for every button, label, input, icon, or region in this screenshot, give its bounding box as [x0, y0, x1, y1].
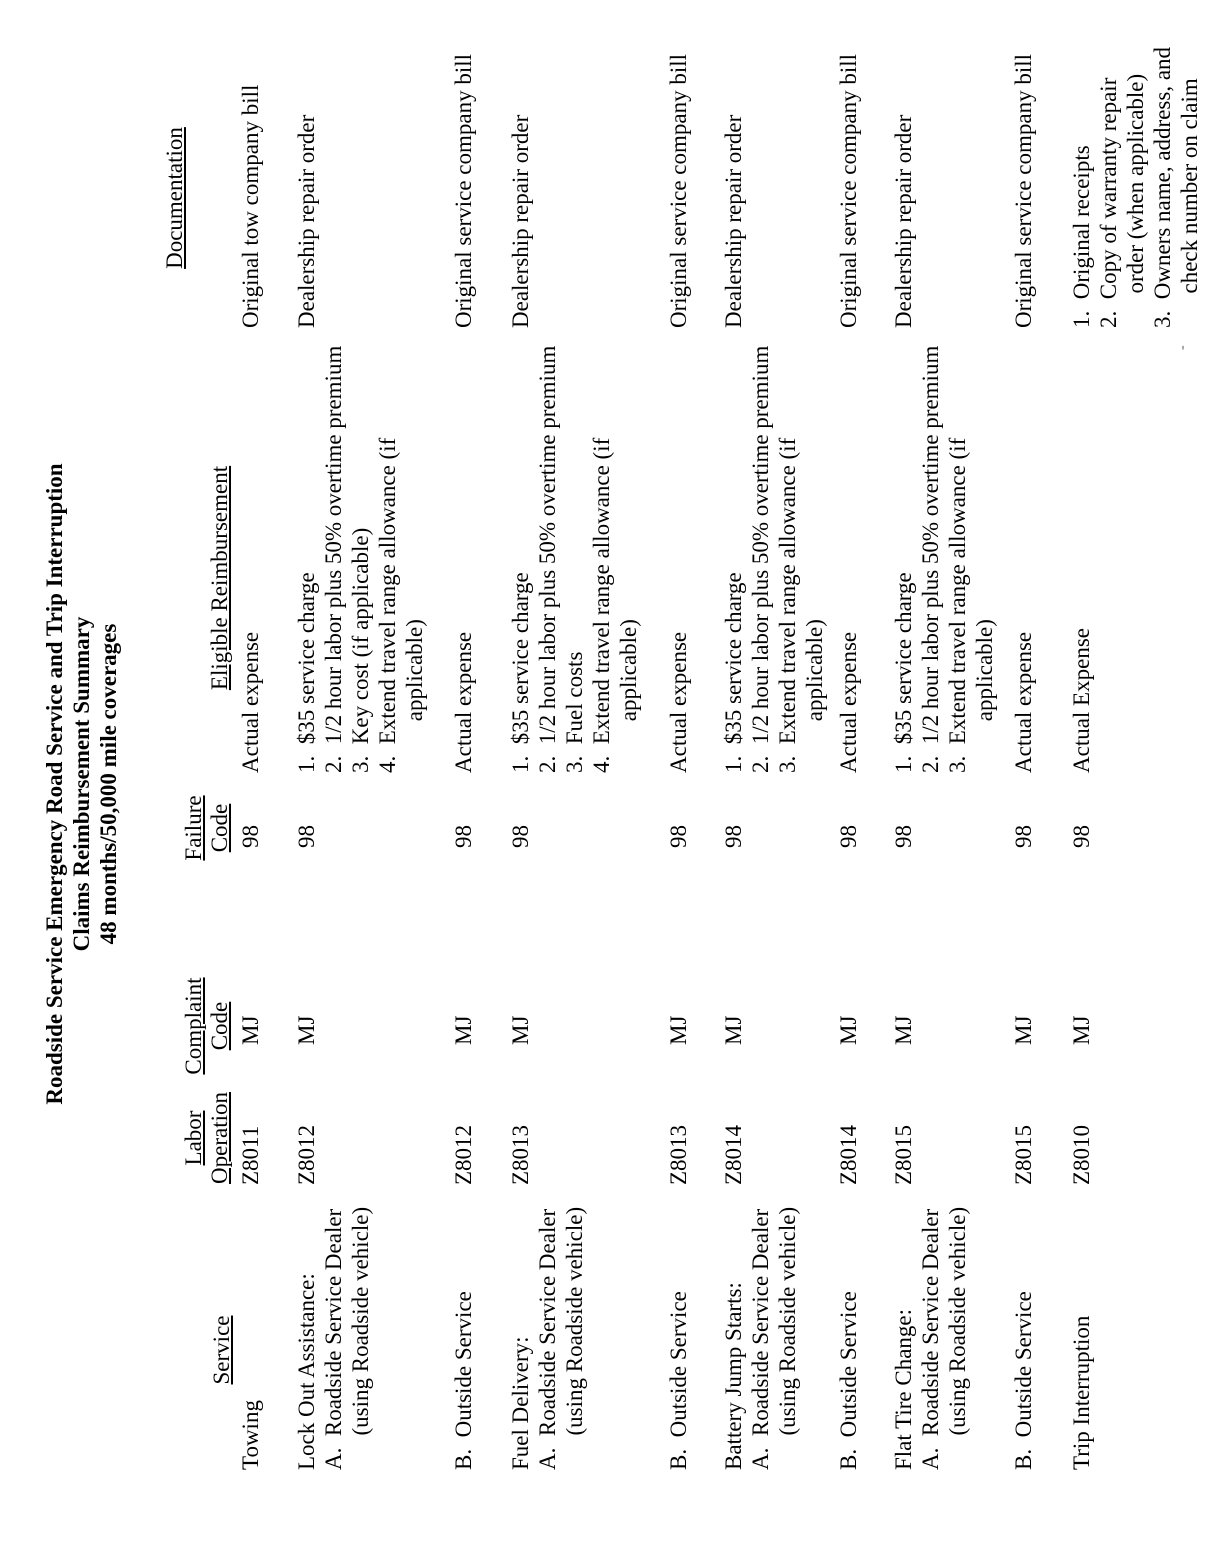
cell-complaint-code: MJ: [836, 1015, 861, 1045]
cell-service: B. Outside Service: [836, 1291, 861, 1470]
cell-complaint-code: MJ: [451, 1015, 476, 1045]
cell-labor-operation: Z8014: [721, 1124, 746, 1185]
cell-complaint-code: MJ: [508, 1015, 533, 1045]
cell-failure-code: 98: [238, 825, 263, 848]
cell-service: Lock Out Assistance: A. Roadside Service Dealer (using Roadside vehicle): [294, 1206, 373, 1470]
cell-failure-code: 98: [451, 825, 476, 848]
cell-complaint-code: MJ: [1011, 1015, 1036, 1045]
cell-documentation: Dealership repair order: [508, 114, 533, 328]
cell-labor-operation: Z8015: [1011, 1124, 1036, 1185]
cell-eligible-reimbursement: 1. $35 service charge 2. 1/2 hour labor plus 50% overtime premium 3. Fuel costs 4. Extend travel range allowance (if applicable): [508, 345, 641, 773]
cell-failure-code: 98: [1069, 825, 1094, 848]
cell-service: B. Outside Service: [1011, 1291, 1036, 1470]
cell-documentation: Dealership repair order: [891, 114, 916, 328]
cell-documentation: 1. Original receipts 2. Copy of warranty repair order (when applicable) 3. Owners name, address, and check number on claim: [1069, 46, 1202, 328]
cell-complaint-code: MJ: [1069, 1015, 1094, 1045]
cell-failure-code: 98: [294, 825, 319, 848]
cell-complaint-code: MJ: [238, 1015, 263, 1045]
cell-complaint-code: MJ: [666, 1015, 691, 1045]
document-subtitle: Claims Reimbursement Summary: [69, 616, 94, 952]
cell-service: Fuel Delivery: A. Roadside Service Dealer (using Roadside vehicle): [508, 1206, 587, 1470]
cell-documentation: Original service company bill: [1011, 53, 1036, 328]
cell-documentation: Original tow company bill: [238, 84, 263, 328]
cell-documentation: Dealership repair order: [294, 114, 319, 328]
cell-eligible-reimbursement: Actual expense: [1011, 631, 1036, 773]
cell-labor-operation: Z8010: [1069, 1124, 1094, 1185]
cell-service: B. Outside Service: [666, 1291, 691, 1470]
header-eligible-reimbursement: Eligible Reimbursement: [207, 465, 232, 691]
cell-eligible-reimbursement: Actual expense: [666, 631, 691, 773]
cell-failure-code: 98: [721, 825, 746, 848]
cell-documentation: Original service company bill: [666, 53, 691, 328]
cell-labor-operation: Z8012: [451, 1124, 476, 1185]
cell-service: Flat Tire Change: A. Roadside Service Dealer (using Roadside vehicle): [891, 1206, 970, 1470]
coverage-subtitle: 48 months/50,000 mile coverages: [96, 623, 121, 945]
cell-documentation: Original service company bill: [836, 53, 861, 328]
header-labor-line2: Operation: [207, 1092, 232, 1184]
scan-mark: -: [1175, 345, 1190, 350]
cell-eligible-reimbursement: Actual Expense: [1069, 628, 1094, 773]
header-complaint-line1: Complaint: [181, 977, 206, 1075]
cell-labor-operation: Z8013: [666, 1124, 691, 1185]
header-labor-line1: Labor: [181, 1110, 206, 1166]
header-documentation: Documentation: [162, 127, 187, 269]
cell-labor-operation: Z8011: [238, 1125, 263, 1185]
cell-eligible-reimbursement: 1. $35 service charge 2. 1/2 hour labor plus 50% overtime premium 3. Extend travel range allowance (if applicable): [721, 345, 827, 773]
cell-complaint-code: MJ: [294, 1015, 319, 1045]
cell-service: Trip Interruption: [1069, 1315, 1094, 1470]
cell-eligible-reimbursement: Actual expense: [836, 631, 861, 773]
cell-complaint-code: MJ: [721, 1015, 746, 1045]
cell-eligible-reimbursement: 1. $35 service charge 2. 1/2 hour labor plus 50% overtime premium 3. Extend travel range allowance (if applicable): [891, 345, 997, 773]
cell-eligible-reimbursement: Actual expense: [238, 631, 263, 773]
cell-service: Towing: [238, 1400, 263, 1470]
cell-complaint-code: MJ: [891, 1015, 916, 1045]
header-failure-line2: Code: [207, 803, 232, 853]
cell-eligible-reimbursement: 1. $35 service charge 2. 1/2 hour labor plus 50% overtime premium 3. Key cost (if applicable) 4. Extend travel range allowance (if applicable): [294, 345, 427, 773]
cell-labor-operation: Z8015: [891, 1124, 916, 1185]
cell-failure-code: 98: [508, 825, 533, 848]
header-failure-line1: Failure: [181, 795, 206, 861]
cell-failure-code: 98: [836, 825, 861, 848]
cell-eligible-reimbursement: Actual expense: [451, 631, 476, 773]
cell-labor-operation: Z8012: [294, 1124, 319, 1185]
cell-failure-code: 98: [666, 825, 691, 848]
cell-service: B. Outside Service: [451, 1291, 476, 1470]
cell-documentation: Original service company bill: [451, 53, 476, 328]
cell-service: Battery Jump Starts: A. Roadside Service Dealer (using Roadside vehicle): [721, 1206, 800, 1470]
cell-labor-operation: Z8013: [508, 1124, 533, 1185]
header-service: Service: [209, 1315, 234, 1385]
cell-failure-code: 98: [891, 825, 916, 848]
document-title: Roadside Service Emergency Road Service and Trip Interruption: [42, 463, 67, 1105]
cell-labor-operation: Z8014: [836, 1124, 861, 1185]
cell-failure-code: 98: [1011, 825, 1036, 848]
header-complaint-line2: Code: [207, 1001, 232, 1051]
cell-documentation: Dealership repair order: [721, 114, 746, 328]
